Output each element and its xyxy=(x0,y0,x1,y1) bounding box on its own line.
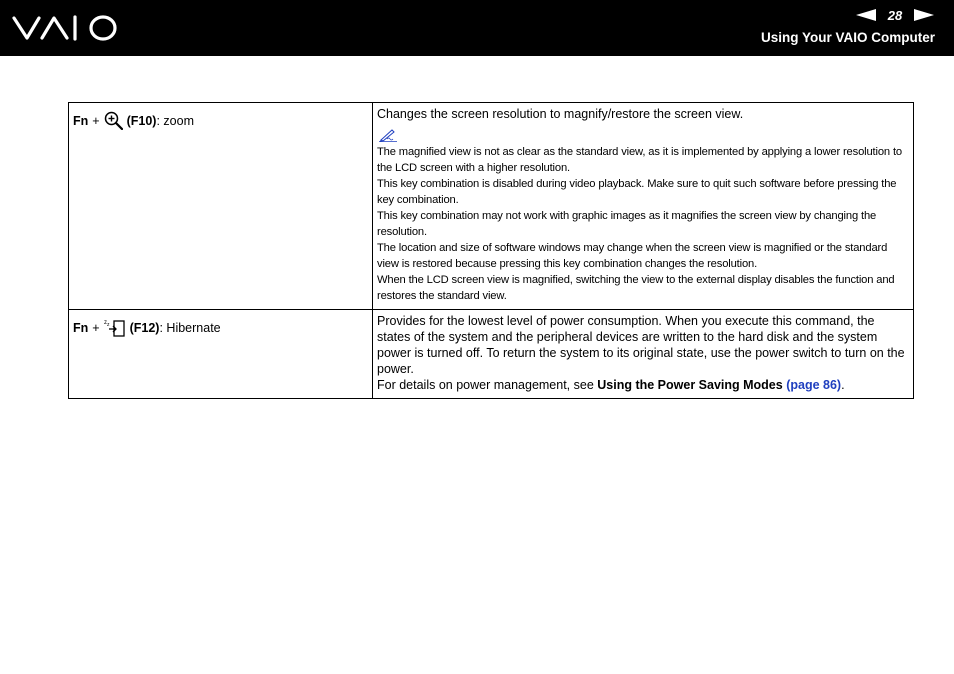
page-number: 28 xyxy=(887,7,903,23)
svg-text:z: z xyxy=(106,322,110,328)
key-code: (F10) xyxy=(126,113,157,128)
key-action: : Hibernate xyxy=(159,321,221,335)
description-text: Changes the screen resolution to magnify/restore the screen view. xyxy=(377,107,744,121)
document-title: Using Your VAIO Computer xyxy=(760,30,935,45)
svg-text:z: z xyxy=(103,320,107,326)
pencil-note-icon xyxy=(378,128,398,142)
magnifier-icon xyxy=(104,111,123,130)
note-item: This key combination is disabled during video playback. Make sure to quit such software before pressing the key combination. xyxy=(377,178,897,206)
key-action: : zoom xyxy=(156,113,194,128)
details-bold: Using the Power Saving Modes xyxy=(597,378,783,392)
fn-key: Fn xyxy=(73,321,89,335)
description-cell xyxy=(373,310,914,399)
plus-sign: + xyxy=(92,321,100,335)
key-cell xyxy=(69,103,373,310)
description-text: Provides for the lowest level of power consumption. When you execute this command, the states of the system and the peripheral devices are written to the hard disk and the system power is turned off. To return the system to its original state, use the power switch to turn on the power. xyxy=(377,314,905,376)
right-triangle-icon[interactable] xyxy=(914,9,934,21)
note-item: This key combination may not work with graphic images as it magnifies the screen view by changing the resolution. xyxy=(377,210,877,238)
page-header xyxy=(0,0,954,56)
key-code: (F12) xyxy=(129,321,160,335)
notes-block xyxy=(377,144,909,304)
table-row xyxy=(69,310,914,399)
hibernate-icon xyxy=(104,318,126,338)
page-link[interactable]: (page 86) xyxy=(786,378,842,392)
plus-sign: + xyxy=(92,113,100,128)
key-combination-table xyxy=(68,102,914,399)
vaio-logo xyxy=(12,14,120,42)
details-suffix: . xyxy=(841,378,845,392)
table-row xyxy=(69,103,914,310)
note-item: When the LCD screen view is magnified, switching the view to the external display disables the function and restores the standard view. xyxy=(377,274,895,302)
fn-key: Fn xyxy=(73,113,89,128)
page-navigation xyxy=(856,7,934,23)
left-triangle-icon[interactable] xyxy=(856,9,876,21)
details-text xyxy=(377,377,909,393)
note-item: The magnified view is not as clear as the standard view, as it is implemented by applying a lower resolution to the LCD screen with a higher resolution. xyxy=(377,146,902,174)
note-item: The location and size of software windows may change when the screen view is magnified or the standard view is restored because pressing this key combination changes the resolution. xyxy=(377,242,888,270)
key-cell xyxy=(69,310,373,399)
details-prefix: For details on power management, see xyxy=(377,378,598,392)
description-cell xyxy=(373,103,914,310)
